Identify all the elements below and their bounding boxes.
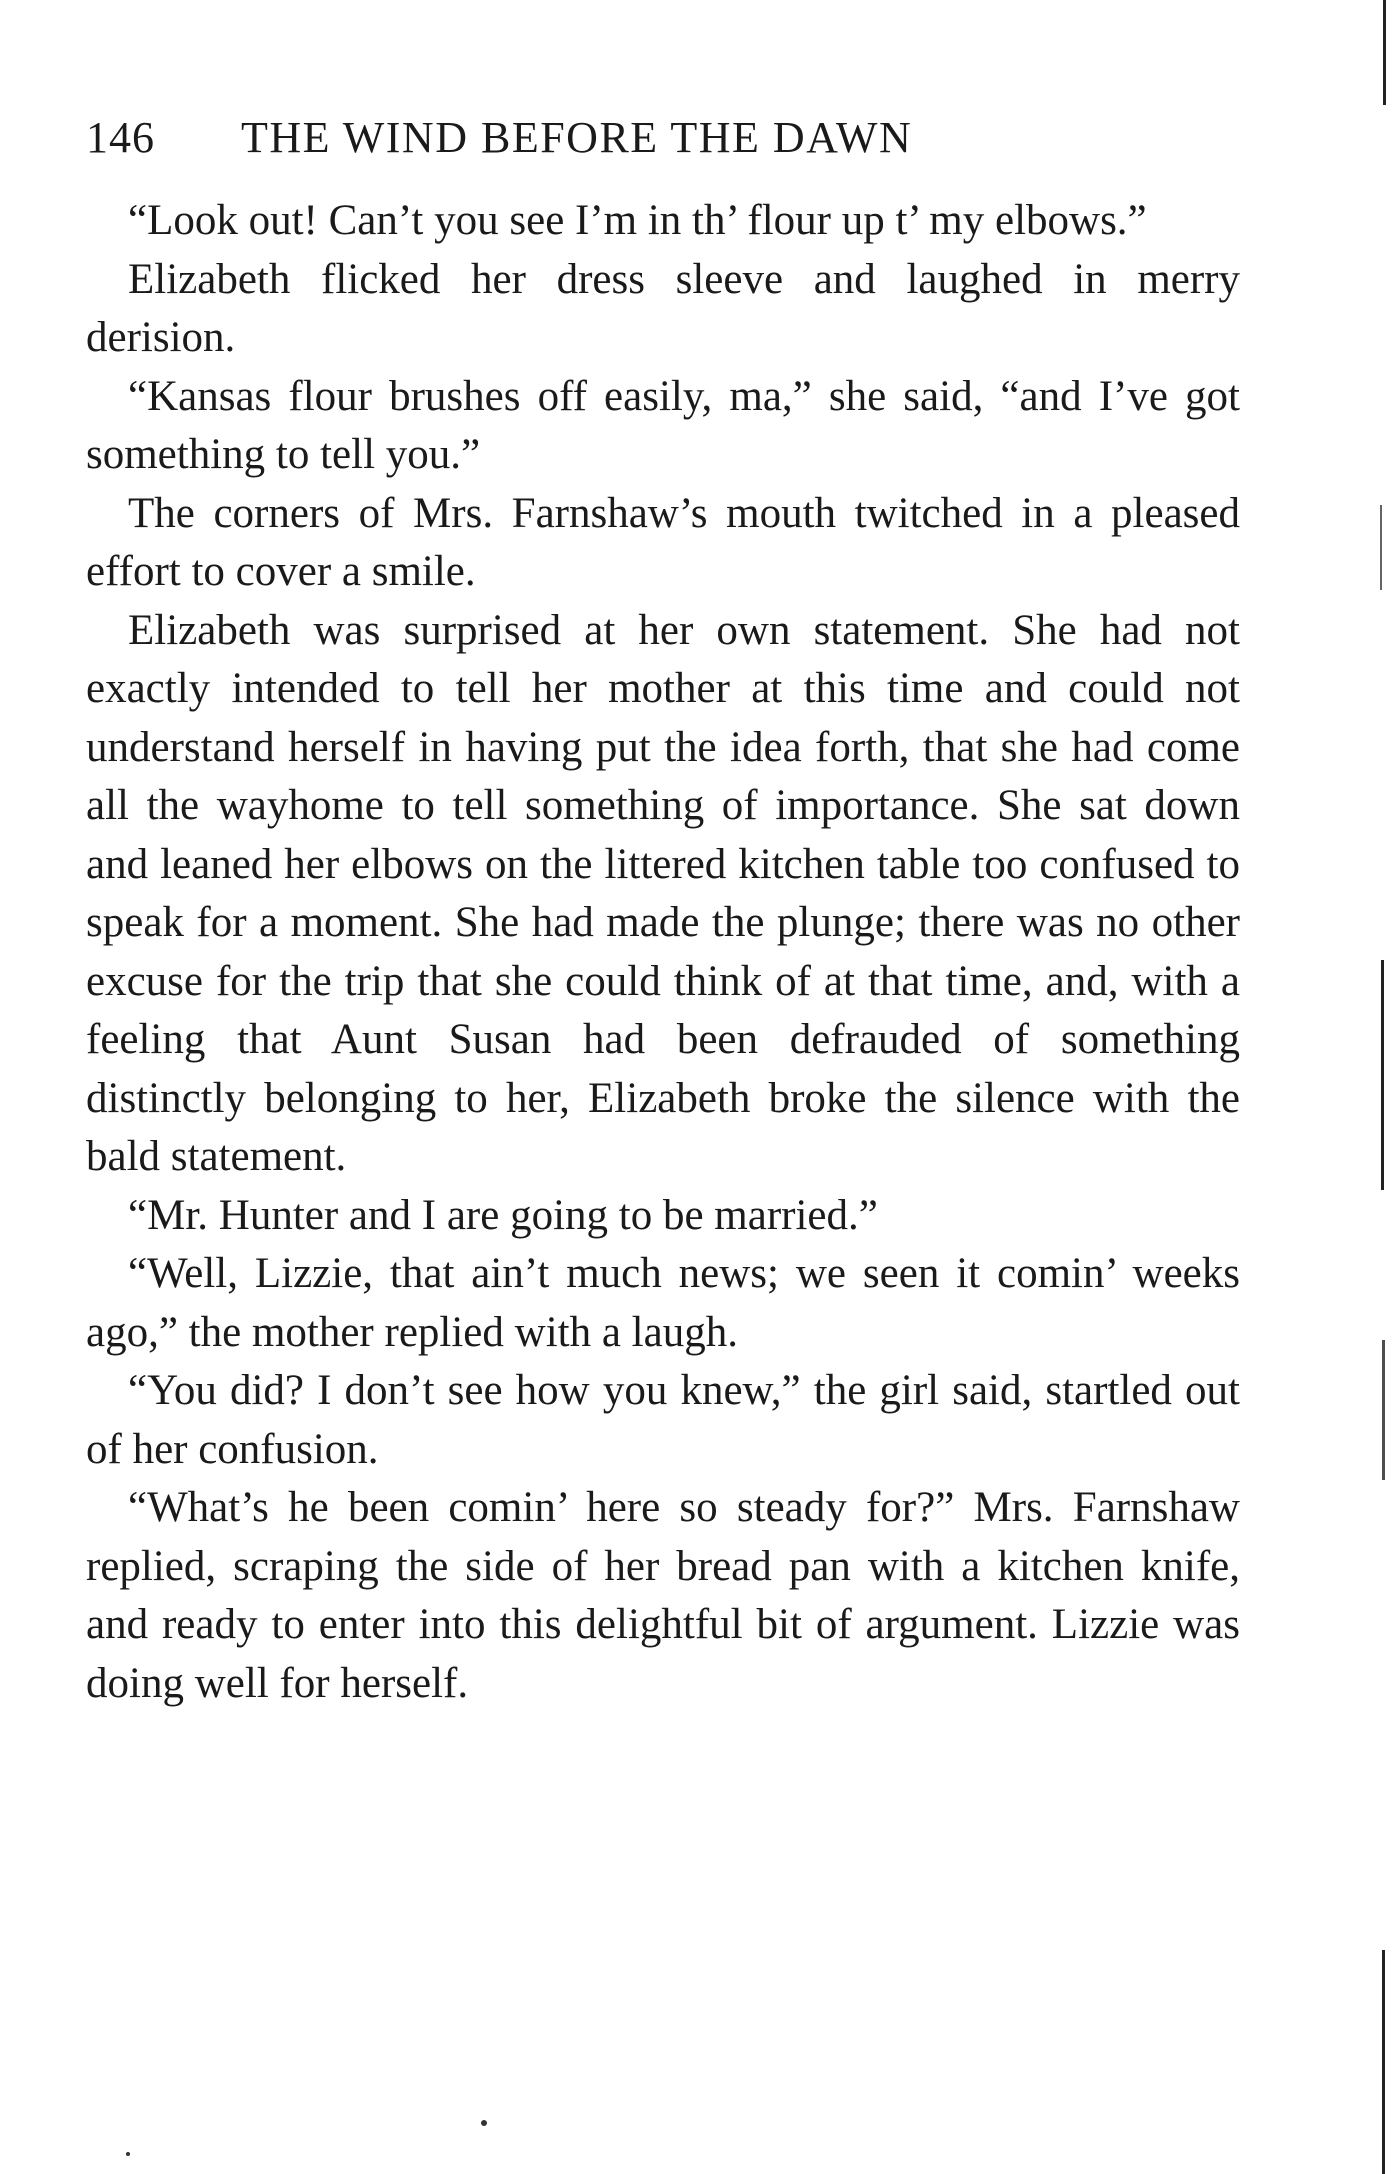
paragraph: “Look out! Can’t you see I’m in th’ flour up t’ my elbows.” (128, 197, 1147, 244)
scan-speck (126, 2152, 130, 2156)
body-text (86, 192, 1240, 1713)
paragraph: The corners of Mrs. Farnshaw’s mouth twitched in a pleased effort to cover a smile. (86, 489, 1240, 595)
scan-edge-line (1383, 0, 1386, 105)
paragraph: “Kansas flour brushes off easily, ma,” she said, “and I’ve got something to tell you.” (86, 372, 1240, 478)
paragraph: Elizabeth flicked her dress sleeve and laughed in merry derision. (86, 255, 1240, 361)
scan-edge-line (1382, 1340, 1385, 1480)
running-head (86, 108, 1246, 168)
running-title: THE WIND BEFORE THE DAWN (241, 113, 913, 162)
paragraph: “You did? I don’t see how you knew,” the girl said, startled out of her confusion. (86, 1367, 1240, 1473)
paragraph: “Well, Lizzie, that ain’t much news; we seen it comin’ weeks ago,” the mother replied with a laugh. (86, 1250, 1240, 1356)
paragraph: “What’s he been comin’ here so steady for?” Mrs. Farnshaw replied, scraping the side of her bread pan with a kitchen knife, and ready to enter into this delightful bit of argument. Lizzie was doing well for herself. (86, 1484, 1240, 1707)
scan-edge-line (1381, 960, 1384, 1190)
scan-speck (481, 2120, 487, 2126)
paragraph: “Mr. Hunter and I are going to be married.” (128, 1191, 878, 1239)
scan-edge-line (1380, 505, 1382, 590)
paragraph: Elizabeth was surprised at her own statement. She had not exactly intended to tell her mother at this time and could not understand herself in having put the idea forth, that she had come all the wayhome to tell something of importance. She sat down and leaned her elbows on the littered kitchen table too confused to speak for a moment. She had made the plunge; there was no other excuse for the trip that she could think of at that time, and, with a feeling that Aunt Susan had been defrauded of something distinctly belonging to her, Elizabeth broke the silence with the bald statement. (86, 606, 1240, 1180)
scan-edge-line (1382, 1950, 1385, 2174)
page-number: 146 (86, 113, 155, 162)
